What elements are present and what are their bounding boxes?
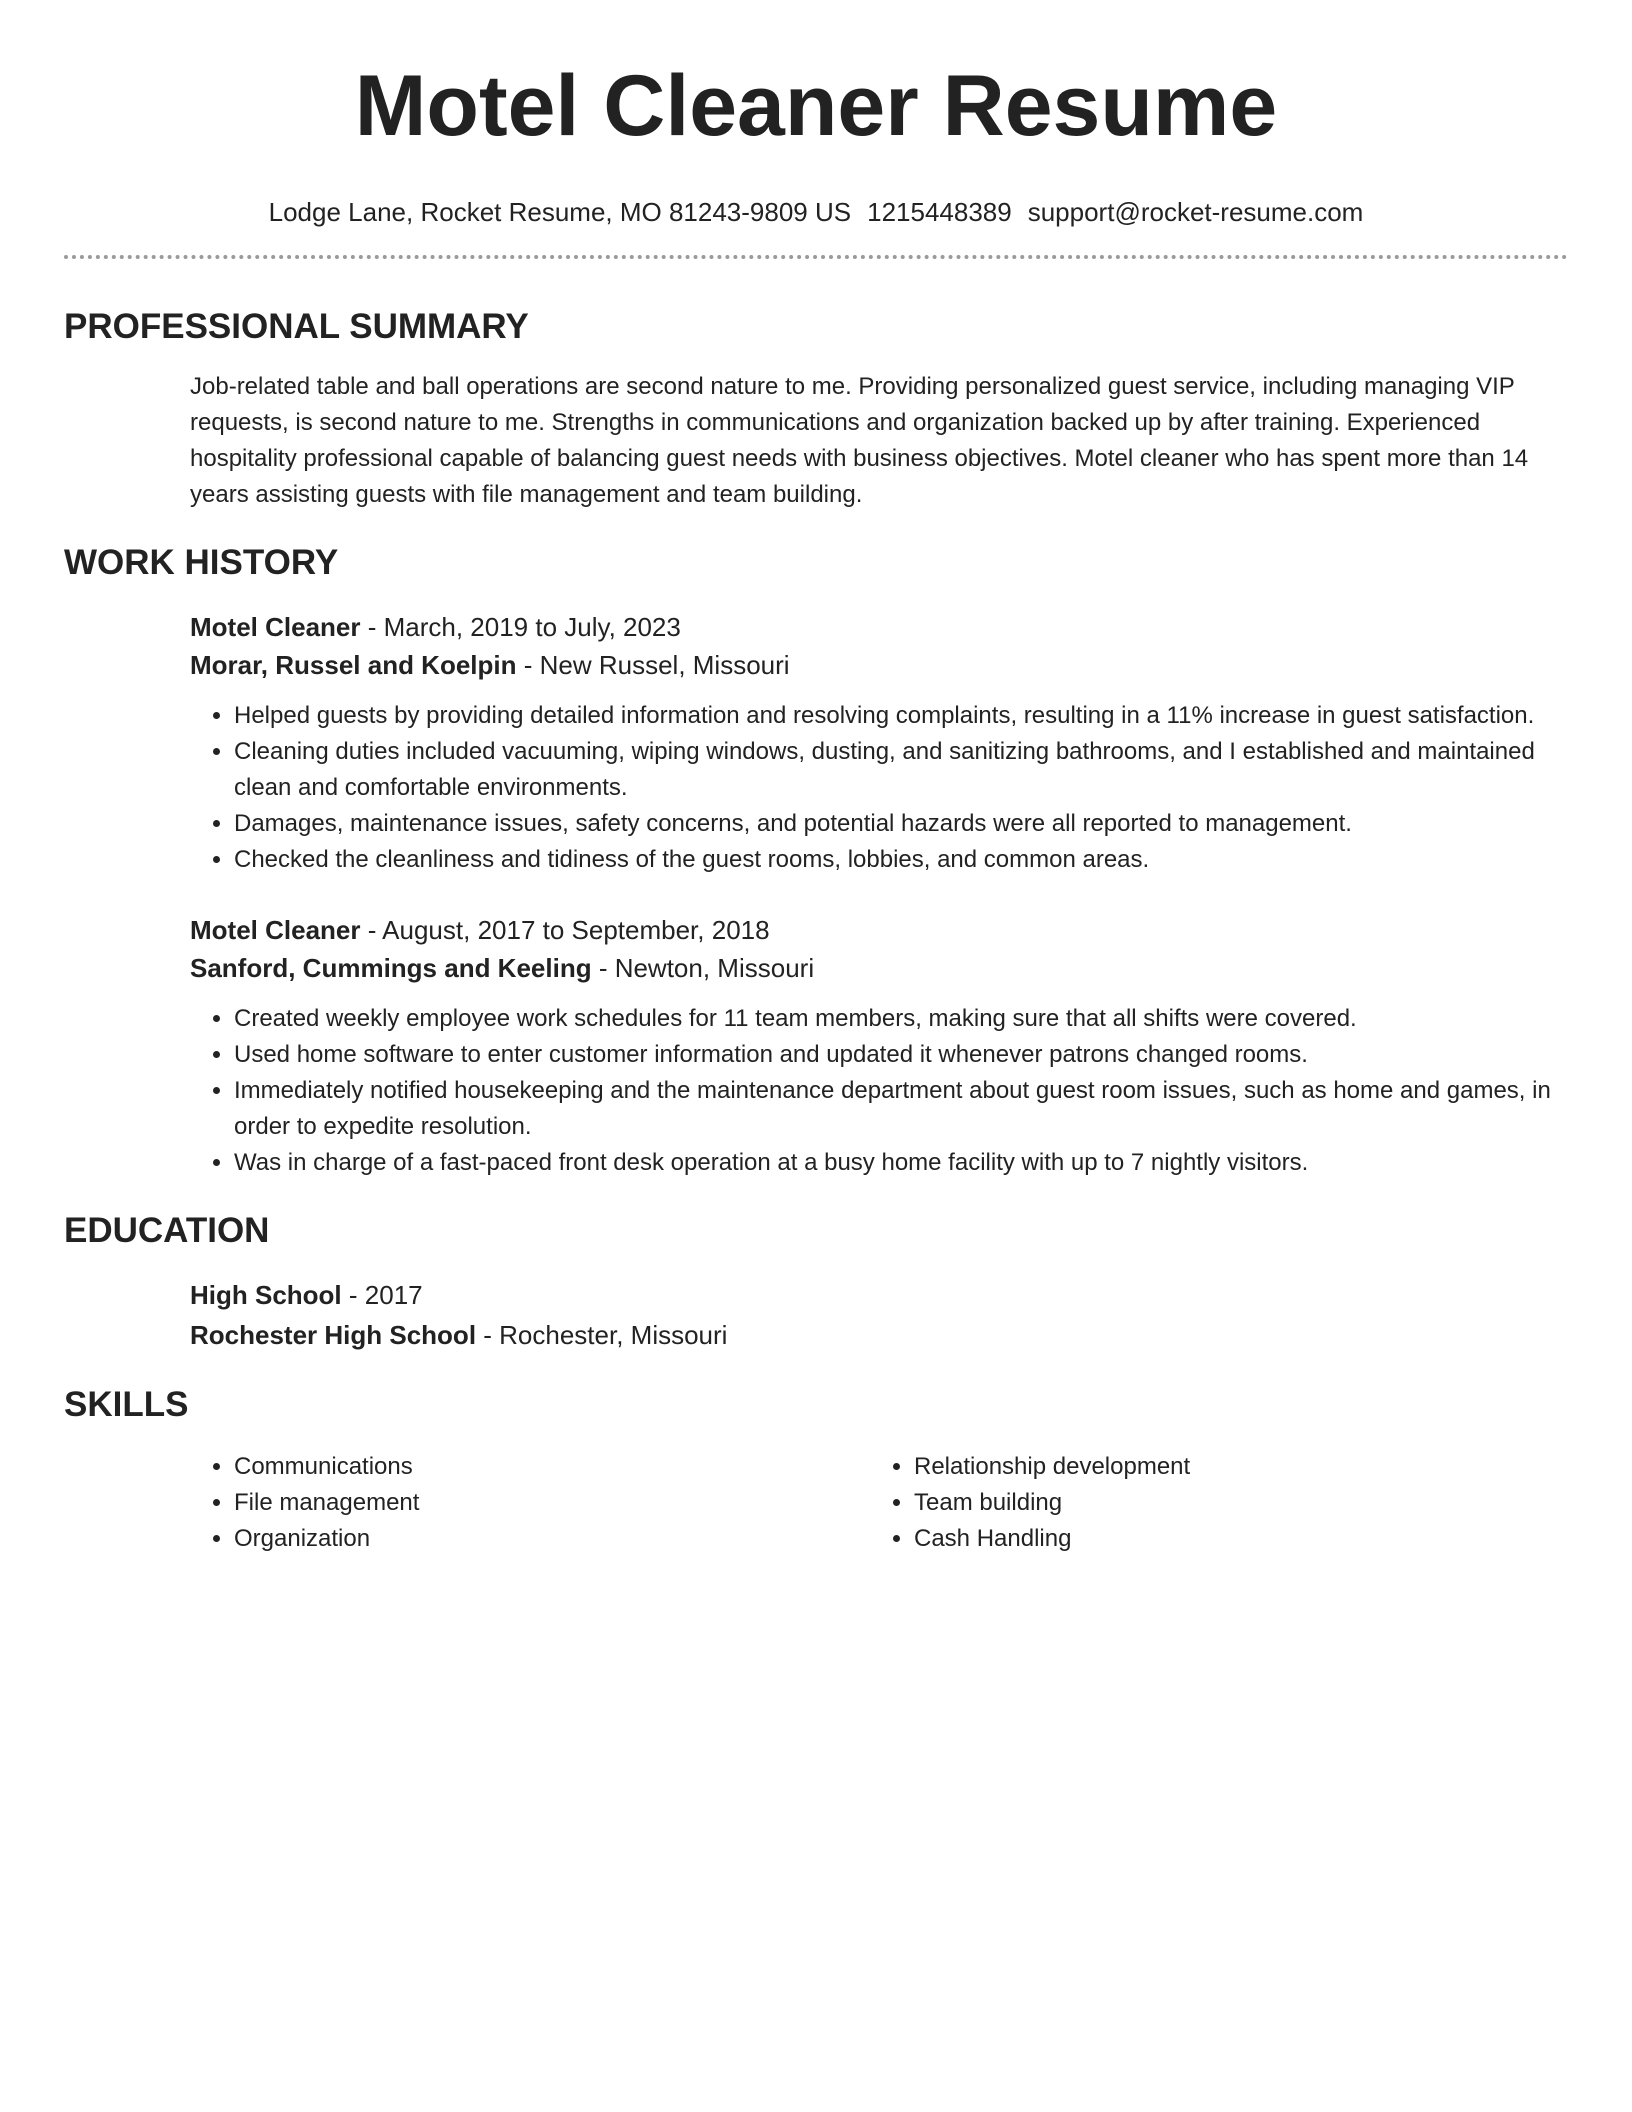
job-location: - Newton, Missouri xyxy=(591,953,815,983)
job-duty: • Damages, maintenance issues, safety concerns, and potential hazards were all reported to management. xyxy=(234,806,1568,842)
job-company-line xyxy=(190,949,1568,987)
skills-list xyxy=(190,1449,870,1557)
summary-heading: PROFESSIONAL SUMMARY xyxy=(64,307,529,346)
education-year: - 2017 xyxy=(341,1280,423,1310)
skill-item: • Communications xyxy=(234,1449,870,1485)
education-degree-line xyxy=(190,1275,1568,1315)
job-duty: • Was in charge of a fast-paced front desk operation at a busy home facility with up to 7 nightly visitors. xyxy=(234,1145,1568,1181)
job-duty: • Used home software to enter customer information and updated it whenever patrons changed rooms. xyxy=(234,1037,1568,1073)
job-company: Sanford, Cummings and Keeling xyxy=(190,953,592,983)
skills-grid xyxy=(64,1449,1568,1557)
job-duty: • Checked the cleanliness and tidiness of the guest rooms, lobbies, and common areas. xyxy=(234,842,1568,878)
education-school-line xyxy=(190,1315,1568,1355)
job-dates: - March, 2019 to July, 2023 xyxy=(360,612,681,642)
job-duty: • Created weekly employee work schedules for 11 team members, making sure that all shifts were covered. xyxy=(234,1001,1568,1037)
skills-heading: SKILLS xyxy=(64,1385,189,1424)
job-duty: • Helped guests by providing detailed information and resolving complaints, resulting in a 11% increase in guest satisfaction. xyxy=(234,698,1568,734)
education-degree: High School xyxy=(190,1280,342,1310)
skill-item: • Cash Handling xyxy=(914,1521,1550,1557)
skills-column-left xyxy=(190,1449,870,1557)
summary-text: Job-related table and ball operations are second nature to me. Providing personalized guest service, including managing VIP requests, is second nature to me. Strengths in communications and organization backed up by after training. Experienced hospitality professional capable of balancing guest needs with business objectives. Motel cleaner who has spent more than 14 years assisting guests with file management and team building. xyxy=(190,373,1529,508)
education-entry xyxy=(64,1275,1568,1355)
contact-email: support@rocket-resume.com xyxy=(1027,197,1364,227)
contact-phone: 1215448389 xyxy=(867,197,1012,227)
job-duties-list xyxy=(190,698,1568,878)
job-entry xyxy=(64,911,1568,1181)
job-entry xyxy=(64,608,1568,878)
job-company: Morar, Russel and Koelpin xyxy=(190,650,517,680)
contact-line xyxy=(64,196,1568,228)
skill-item: • File management xyxy=(234,1485,870,1521)
education-location: - Rochester, Missouri xyxy=(476,1320,728,1350)
job-duties-list xyxy=(190,1001,1568,1181)
resume-title: Motel Cleaner Resume xyxy=(354,58,1278,154)
job-title-line xyxy=(190,608,1568,646)
header-divider xyxy=(64,255,1568,259)
job-title-line xyxy=(190,911,1568,949)
work-history-heading: WORK HISTORY xyxy=(64,543,339,582)
education-school: Rochester High School xyxy=(190,1320,477,1350)
skill-item: • Team building xyxy=(914,1485,1550,1521)
skills-list xyxy=(870,1449,1550,1557)
skill-item: • Organization xyxy=(234,1521,870,1557)
job-title: Motel Cleaner xyxy=(190,612,361,642)
job-location: - New Russel, Missouri xyxy=(516,650,790,680)
job-duty: • Cleaning duties included vacuuming, wiping windows, dusting, and sanitizing bathrooms, and I established and maintained clean and comfortable environments. xyxy=(234,734,1568,806)
contact-address: Lodge Lane, Rocket Resume, MO 81243-9809 US xyxy=(268,197,852,227)
job-duty: • Immediately notified housekeeping and the maintenance department about guest room issues, such as home and games, in order to expedite resolution. xyxy=(234,1073,1568,1145)
job-company-line xyxy=(190,646,1568,684)
education-heading: EDUCATION xyxy=(64,1211,270,1250)
skills-column-right xyxy=(870,1449,1550,1557)
skill-item: • Relationship development xyxy=(914,1449,1550,1485)
job-title: Motel Cleaner xyxy=(190,915,361,945)
job-dates: - August, 2017 to September, 2018 xyxy=(360,915,770,945)
